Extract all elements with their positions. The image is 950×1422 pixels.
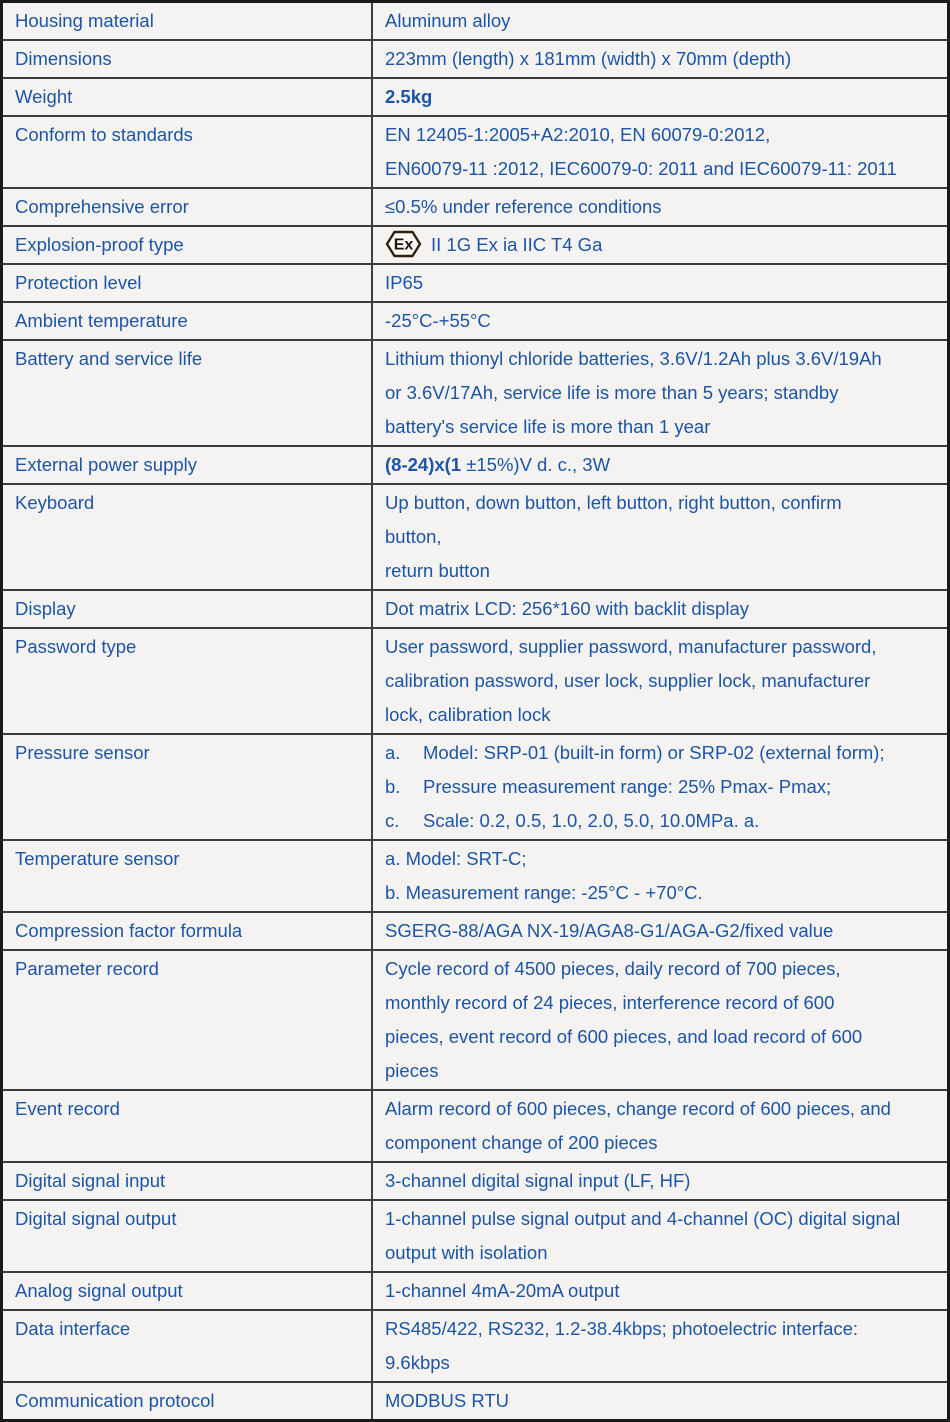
spec-value-line — [385, 342, 939, 376]
spec-value-text: 1-channel 4mA-20mA output — [385, 1280, 620, 1301]
spec-label: Battery and service life — [15, 348, 203, 369]
spec-value-line — [385, 630, 939, 664]
spec-value-text: output with isolation — [385, 1242, 548, 1263]
spec-value-text: ≤0.5% under reference conditions — [385, 196, 662, 217]
spec-value-text: 9.6kbps — [385, 1352, 450, 1373]
spec-label-cell — [2, 484, 373, 590]
spec-value-cell — [372, 188, 949, 226]
spec-value-line — [385, 4, 939, 38]
spec-value-line — [385, 698, 939, 732]
spec-value-text: (8-24)x(1 — [385, 454, 462, 475]
table-row — [2, 78, 949, 116]
spec-label: Data interface — [15, 1318, 131, 1339]
spec-value-line — [385, 952, 939, 986]
spec-value-text: MODBUS RTU — [385, 1390, 510, 1411]
list-marker: b. — [385, 776, 401, 797]
spec-label-cell — [2, 1310, 373, 1382]
spec-value-cell — [372, 264, 949, 302]
spec-value-text: EN 12405-1:2005+A2:2010, EN 60079-0:2012, — [385, 124, 771, 145]
table-row — [2, 188, 949, 226]
table-row — [2, 446, 949, 484]
spec-value-cell — [372, 78, 949, 116]
spec-value-text: Dot matrix LCD: 256*160 with backlit display — [385, 598, 749, 619]
list-marker: a. — [385, 742, 401, 763]
table-row — [2, 1272, 949, 1310]
spec-label-cell — [2, 912, 373, 950]
spec-value-text: pieces, event record of 600 pieces, and load record of 600 — [385, 1026, 863, 1047]
table-row — [2, 628, 949, 734]
spec-label: Weight — [15, 86, 73, 107]
spec-label: Analog signal output — [15, 1280, 183, 1301]
table-row — [2, 340, 949, 446]
spec-value-cell — [372, 40, 949, 78]
spec-label-cell — [2, 1382, 373, 1421]
spec-value-cell — [372, 484, 949, 590]
spec-value-text: -25°C-+55°C — [385, 310, 491, 331]
spec-value-line — [385, 914, 939, 948]
spec-value-text: Aluminum alloy — [385, 10, 511, 31]
table-row — [2, 302, 949, 340]
spec-value-text: Scale: 0.2, 0.5, 1.0, 2.0, 5.0, 10.0MPa. a. — [423, 810, 760, 831]
spec-value-text: EN60079-11 :2012, IEC60079-0: 2011 and IEC60079-11: 2011 — [385, 158, 897, 179]
spec-value-line — [385, 842, 939, 876]
spec-value-cell — [372, 1382, 949, 1421]
spec-value-cell — [372, 628, 949, 734]
spec-value-text: II 1G Ex ia IIC T4 Ga — [431, 234, 603, 255]
spec-value-line — [385, 554, 939, 588]
spec-value-line — [385, 266, 939, 300]
spec-label: Communication protocol — [15, 1390, 215, 1411]
spec-label: Event record — [15, 1098, 120, 1119]
spec-value-line — [385, 804, 939, 838]
spec-value-text: 3-channel digital signal input (LF, HF) — [385, 1170, 691, 1191]
spec-label: Digital signal input — [15, 1170, 166, 1191]
spec-label-cell — [2, 950, 373, 1090]
spec-value-line — [385, 1054, 939, 1088]
spec-value-line — [385, 80, 939, 114]
table-row — [2, 1162, 949, 1200]
table-row — [2, 116, 949, 188]
spec-value-line — [385, 736, 939, 770]
spec-value-line — [385, 1020, 939, 1054]
spec-value-line — [385, 1202, 939, 1236]
spec-label-cell — [2, 590, 373, 628]
table-row — [2, 40, 949, 78]
spec-value-cell — [372, 950, 949, 1090]
spec-value-text: a. Model: SRT-C; — [385, 848, 527, 869]
spec-value-cell — [372, 1310, 949, 1382]
spec-label-cell — [2, 302, 373, 340]
spec-label-cell — [2, 446, 373, 484]
spec-label-cell — [2, 116, 373, 188]
list-marker: c. — [385, 810, 400, 831]
spec-label: Ambient temperature — [15, 310, 188, 331]
spec-value-line — [385, 876, 939, 910]
spec-value-line — [385, 228, 939, 262]
spec-value-line — [385, 1274, 939, 1308]
table-row — [2, 950, 949, 1090]
spec-value-cell — [372, 1162, 949, 1200]
spec-label-cell — [2, 188, 373, 226]
spec-label-cell — [2, 78, 373, 116]
spec-value-text: battery's service life is more than 1 year — [385, 416, 711, 437]
spec-label: Housing material — [15, 10, 154, 31]
spec-value-cell — [372, 446, 949, 484]
spec-value-text: b. Measurement range: -25°C - +70°C. — [385, 882, 703, 903]
spec-value-cell — [372, 912, 949, 950]
spec-value-cell — [372, 590, 949, 628]
spec-value-text: pieces — [385, 1060, 439, 1081]
spec-value-text: component change of 200 pieces — [385, 1132, 658, 1153]
spec-value-line — [385, 1384, 939, 1418]
spec-value-cell — [372, 1272, 949, 1310]
spec-value-cell — [372, 340, 949, 446]
spec-value-line — [385, 118, 939, 152]
spec-value-line — [385, 592, 939, 626]
spec-value-line — [385, 770, 939, 804]
spec-label: Keyboard — [15, 492, 95, 513]
spec-value-cell — [372, 116, 949, 188]
spec-value-text: 2.5kg — [385, 86, 433, 107]
spec-value-text: Pressure measurement range: 25% Pmax- Pmax; — [423, 776, 832, 797]
spec-value-line — [385, 664, 939, 698]
table-row — [2, 2, 949, 41]
spec-value-text: SGERG-88/AGA NX-19/AGA8-G1/AGA-G2/fixed value — [385, 920, 834, 941]
spec-value-cell — [372, 302, 949, 340]
spec-label-cell — [2, 1200, 373, 1272]
spec-value-text: 223mm (length) x 181mm (width) x 70mm (depth) — [385, 48, 792, 69]
spec-value-text: Cycle record of 4500 pieces, daily record of 700 pieces, — [385, 958, 841, 979]
spec-value-line — [385, 42, 939, 76]
spec-label-cell — [2, 2, 373, 41]
spec-value-line — [385, 520, 939, 554]
spec-value-line — [385, 376, 939, 410]
spec-label: Temperature sensor — [15, 848, 180, 869]
table-row — [2, 484, 949, 590]
spec-label: Conform to standards — [15, 124, 193, 145]
spec-value-line — [385, 304, 939, 338]
spec-label-cell — [2, 226, 373, 264]
ex-hexagon-label: Ex — [393, 236, 414, 254]
spec-value-cell — [372, 226, 949, 264]
spec-value-text: ±15%)V d. c., 3W — [461, 454, 611, 475]
spec-value-cell — [372, 734, 949, 840]
spec-value-line — [385, 1126, 939, 1160]
spec-label: Explosion-proof type — [15, 234, 184, 255]
table-row — [2, 840, 949, 912]
spec-value-text: Model: SRP-01 (built-in form) or SRP-02 (external form); — [423, 742, 885, 763]
spec-value-text: or 3.6V/17Ah, service life is more than 5 years; standby — [385, 382, 839, 403]
spec-value-line — [385, 1236, 939, 1270]
spec-value-line — [385, 448, 939, 482]
table-row — [2, 1310, 949, 1382]
spec-label: Compression factor formula — [15, 920, 243, 941]
spec-label-cell — [2, 734, 373, 840]
table-row — [2, 226, 949, 264]
spec-value-text: Alarm record of 600 pieces, change record of 600 pieces, and — [385, 1098, 891, 1119]
spec-value-text: User password, supplier password, manufacturer password, — [385, 636, 877, 657]
spec-value-text: 1-channel pulse signal output and 4-channel (OC) digital signal — [385, 1208, 901, 1229]
spec-value-cell — [372, 1200, 949, 1272]
spec-value-line — [385, 1346, 939, 1380]
spec-value-text: Lithium thionyl chloride batteries, 3.6V/1.2Ah plus 3.6V/19Ah — [385, 348, 882, 369]
spec-value-line — [385, 1164, 939, 1198]
spec-value-line — [385, 486, 939, 520]
spec-label: Parameter record — [15, 958, 159, 979]
spec-value-cell — [372, 1090, 949, 1162]
table-row — [2, 1382, 949, 1421]
spec-value-text: monthly record of 24 pieces, interference record of 600 — [385, 992, 835, 1013]
spec-value-line — [385, 986, 939, 1020]
table-row — [2, 912, 949, 950]
spec-label: External power supply — [15, 454, 198, 475]
spec-label: Digital signal output — [15, 1208, 177, 1229]
spec-label-cell — [2, 1090, 373, 1162]
spec-label-cell — [2, 840, 373, 912]
spec-label: Password type — [15, 636, 137, 657]
spec-table-body — [2, 2, 949, 1421]
spec-label-cell — [2, 1162, 373, 1200]
spec-value-text: RS485/422, RS232, 1.2-38.4kbps; photoelectric interface: — [385, 1318, 859, 1339]
spec-label-cell — [2, 40, 373, 78]
table-row — [2, 734, 949, 840]
spec-value-line — [385, 410, 939, 444]
ex-hexagon-icon — [385, 230, 422, 258]
spec-value-line — [385, 1092, 939, 1126]
spec-value-text: return button — [385, 560, 490, 581]
spec-value-text: Up button, down button, left button, right button, confirm — [385, 492, 842, 513]
table-row — [2, 264, 949, 302]
spec-value-cell — [372, 840, 949, 912]
spec-label: Dimensions — [15, 48, 112, 69]
spec-value-text: button, — [385, 526, 442, 547]
spec-label: Protection level — [15, 272, 142, 293]
table-row — [2, 590, 949, 628]
spec-value-text: IP65 — [385, 272, 424, 293]
spec-label-cell — [2, 340, 373, 446]
spec-label-cell — [2, 628, 373, 734]
spec-value-line — [385, 152, 939, 186]
spec-value-text: calibration password, user lock, supplier lock, manufacturer — [385, 670, 871, 691]
table-row — [2, 1090, 949, 1162]
spec-label: Comprehensive error — [15, 196, 189, 217]
spec-value-line — [385, 1312, 939, 1346]
spec-value-line — [385, 190, 939, 224]
spec-value-text: lock, calibration lock — [385, 704, 551, 725]
spec-label-cell — [2, 1272, 373, 1310]
spec-label: Pressure sensor — [15, 742, 150, 763]
table-row — [2, 1200, 949, 1272]
spec-label: Display — [15, 598, 76, 619]
spec-label-cell — [2, 264, 373, 302]
spec-value-cell — [372, 2, 949, 41]
